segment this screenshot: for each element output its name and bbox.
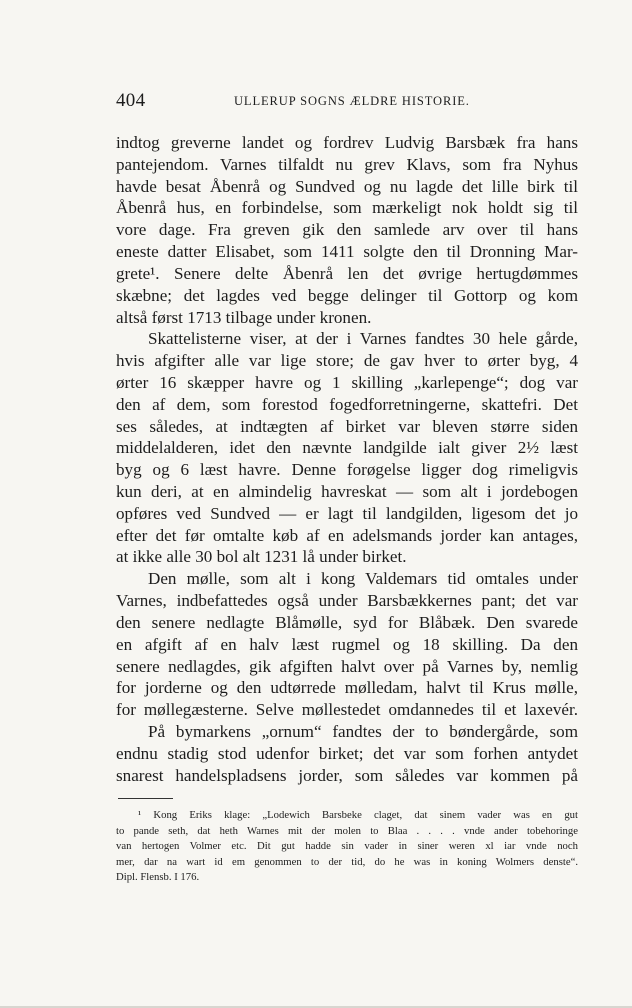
body-line: for jorderne og den udtørrede mølledam, halvt til Krus mølle,: [116, 678, 578, 698]
body-line: eneste datter Elisabet, som 1411 solgte den til Dronning Mar-: [116, 242, 578, 262]
body-line: havde besat Åbenrå og Sundved og nu lagde det lille birk til: [116, 176, 578, 196]
body-text: [116, 132, 578, 786]
footnote-line: Dipl. Flensb. I 176.: [116, 871, 200, 884]
paragraph-start-line: Den mølle, som alt i kong Valdemars tid omtales under: [148, 569, 578, 589]
body-line: at ikke alle 30 bol alt 1231 lå under birket.: [116, 547, 407, 567]
body-line: Varnes, indbefattedes også under Barsbækkernes pant; det var: [116, 591, 578, 611]
body-line: endnu stadig stod udenfor birket; det var som forhen antydet: [116, 743, 578, 763]
body-line: indtog greverne landet og fordrev Ludvig Barsbæk fra hans: [116, 133, 578, 152]
body-line: pantejendom. Varnes tilfaldt nu grev Klavs, som fra Nyhus: [116, 154, 578, 174]
body-line: ses således, at indtægten af birket var bleven større siden: [116, 416, 578, 436]
body-line: den af dem, som forestod fogedforretningerne, skattefri. Det: [116, 394, 578, 414]
body-line: senere nedlagdes, gik afgiften halvt over på Varnes by, nemlig: [116, 656, 578, 676]
running-title: ULLERUP SOGNS ÆLDRE HISTORIE.: [234, 94, 470, 108]
footnote-line: mer, dar na wart id em genommen to der tid, do he was in koning Wolmers denste“.: [116, 855, 578, 868]
footnote-line: ¹ Kong Eriks klage: „Lodewich Barsbeke claget, dat sinem vader was en gut: [138, 809, 578, 821]
body-line: kun deri, at en almindelig havreskat — som alt i jordebogen: [116, 482, 578, 501]
body-line: skæbne; det lagdes ved begge delinger til Gottorp og kom: [116, 285, 578, 305]
body-line: grete¹. Senere delte Åbenrå len det øvrige hertugdømmes: [116, 263, 578, 283]
body-line: ørter 16 skæpper havre og 1 skilling „karlepenge“; dog var: [116, 372, 578, 392]
footnote-line: van hertogen Volmer etc. Dit gut hadde sin vader in siner weren xl iar vnde noch: [116, 840, 578, 853]
page-number: 404: [116, 90, 146, 111]
body-line: vore dage. Fra greven gik den samlede arv over til hans: [116, 220, 578, 240]
body-line: snarest handelspladsens jorder, som således var kommen på: [116, 765, 578, 785]
footnote-divider: [118, 798, 173, 799]
body-line: middelalderen, idet den nævnte landgilde ialt giver 2½ læst: [116, 438, 578, 458]
body-line: Åbenrå hus, en forbindelse, som mærkeligt nok holdt sig til: [116, 198, 578, 218]
footnotes: [116, 808, 578, 886]
paragraph-start-line: På bymarkens „ornum“ fandtes der to bøndergårde, som: [148, 721, 578, 741]
body-line: opføres ved Sundved — er lagt til landgilden, ligesom det jo: [116, 503, 578, 523]
body-line: byg og 6 læst havre. Denne forøgelse ligger dog rimeligvis: [116, 460, 578, 480]
paragraph-start-line: Skattelisterne viser, at der i Varnes fandtes 30 hele gårde,: [148, 329, 578, 349]
footnote-line: to pande seth, dat heth Warnes mit der molen to Blaa . . . . vnde ander tobehoringe: [116, 824, 578, 837]
body-line: den senere nedlagte Blåmølle, syd for Blåbæk. Den svarede: [116, 612, 578, 632]
body-line: efter det før omtalte køb af en adelsmands jorder kan antages,: [116, 525, 578, 545]
body-line: hvis afgifter alle var lige store; de gav hver to ørter byg, 4: [116, 351, 578, 371]
body-line: en afgift af en halv læst rugmel og 18 skilling. Da den: [116, 634, 578, 654]
body-line: for møllegæsterne. Selve møllestedet omdannedes til et laxevér.: [116, 700, 578, 720]
page-header: [116, 90, 580, 112]
body-line: altså først 1713 tilbage under kronen.: [116, 307, 372, 327]
